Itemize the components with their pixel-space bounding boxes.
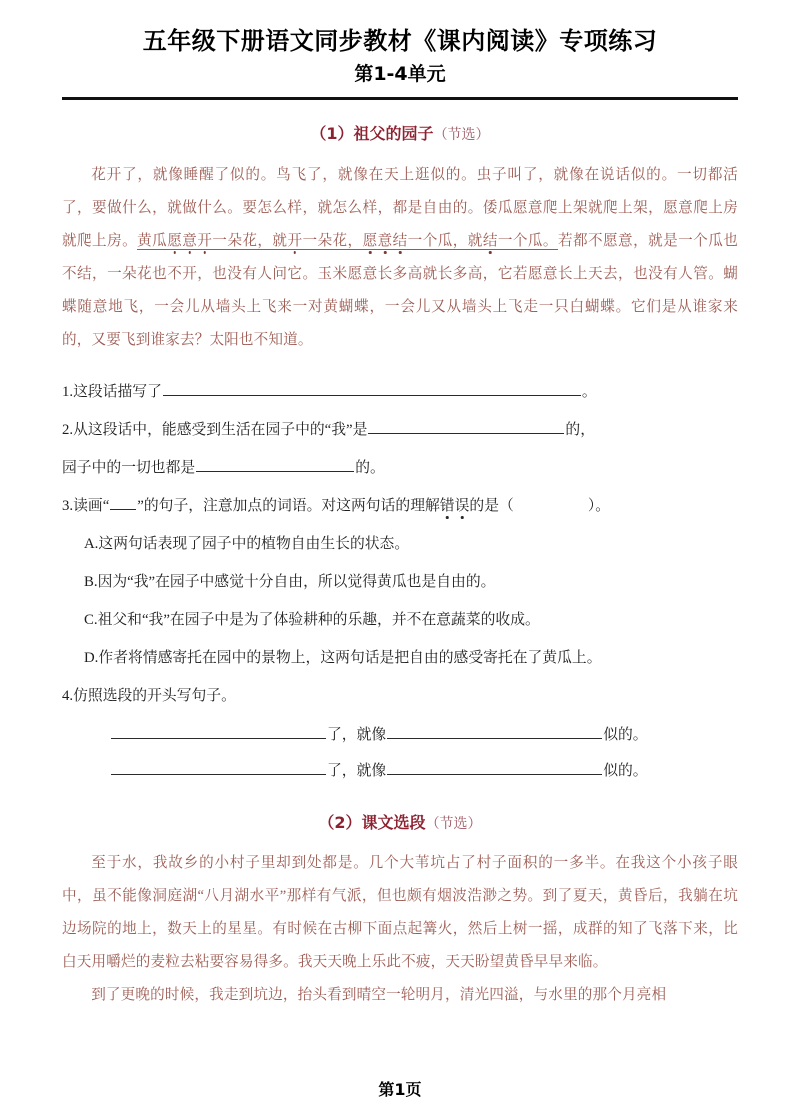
question-3 (62, 487, 738, 525)
option-d-label: D. (84, 649, 99, 666)
question-3-dotted-char-1: 错 (439, 497, 455, 514)
emph-dot-char: 意 (182, 232, 198, 249)
section-2-subtitle: （节选） (425, 816, 482, 832)
emph-dot-char: 开 (287, 232, 303, 249)
emph-dot-char: 意 (377, 232, 393, 249)
passage-2-paragraph-1: 至于水，我故乡的小村子里却到处都是。几个大苇坑占了村子面积的一多半。在我这个小孩子眼中，虽不能像洞庭湖“八月湖水平”那样有气派，但也颇有烟波浩渺之势。到了夏天，黄昏后，我躺在坑边场院的地上，数天上的星星。有时候在古柳下面点起篝火，然后上树一摇，成群的知了飞落下来，比白天用嚼烂的麦粒去粘要容易得多。我天天晚上乐此不疲，天天盼望黄昏早早来临。 (62, 855, 738, 971)
question-3-dotted-char-2: 误 (454, 497, 470, 514)
q4-row2-end: 似的。 (603, 762, 648, 779)
question-4-fill-row-1 (62, 717, 738, 753)
question-4-fill-area (62, 717, 738, 789)
section-heading-1 (62, 124, 738, 146)
question-3-text-after: 的是（ (469, 497, 514, 514)
page-number: 第1页 (378, 1080, 422, 1099)
question-4-text: 仿照选段的开头写句子。 (73, 687, 236, 704)
question-1-number: 1. (62, 383, 74, 400)
option-a-label: A. (84, 535, 99, 552)
q4-row1-mid: 了，就像 (327, 726, 387, 743)
section-heading-2 (62, 813, 738, 835)
question-2 (62, 411, 738, 449)
page-title: 五年级下册语文同步教材《课内阅读》专项练习 (142, 27, 658, 55)
q4-row2-blank-2[interactable] (387, 758, 602, 775)
questions-list-1 (62, 373, 738, 789)
passage-1-body (62, 159, 738, 357)
emph-text: 一朵花， (302, 232, 363, 249)
header-divider (62, 97, 738, 100)
question-4 (62, 677, 738, 715)
question-3-number: 3. (62, 497, 74, 514)
page-subtitle: 第1-4单元 (354, 63, 446, 85)
section-1-title: （1）祖父的园子 (310, 123, 434, 143)
option-c-text: 祖父和“我”在园子中是为了体验耕种的乐趣，并不在意蔬菜的收成。 (97, 611, 540, 628)
section-2-title: （2）课文选段 (318, 812, 426, 832)
question-2-continuation (62, 449, 738, 487)
question-3-option-c[interactable] (62, 601, 738, 639)
question-1-answer-blank[interactable] (163, 379, 581, 396)
emph-dot-char: 结 (392, 232, 408, 249)
question-3-option-d[interactable] (62, 639, 738, 677)
passage-1-emphasis (137, 233, 558, 250)
passage-1 (62, 159, 738, 357)
emph-text: 一个瓜，就 (407, 232, 483, 249)
q4-row2-blank-1[interactable] (111, 758, 326, 775)
question-2-answer-blank-1[interactable] (368, 417, 564, 434)
option-b-text: 因为“我”在园子中感觉十分自由，所以觉得黄瓜也是自由的。 (97, 573, 496, 590)
question-4-number: 4. (62, 687, 74, 704)
emph-text: 一个瓜。 (497, 232, 558, 249)
emph-dot-char: 结 (482, 232, 498, 249)
question-3-text-end: ）。 (587, 497, 611, 514)
passage-2-paragraph-2: 到了更晚的时候，我走到坑边，抬头看到晴空一轮明月，清光四溢，与水里的那个月亮相 (91, 987, 667, 1004)
q4-row1-blank-2[interactable] (387, 722, 602, 739)
page-footer (0, 1077, 800, 1100)
emph-dot-char: 开 (197, 232, 213, 249)
option-d-text: 作者将情感寄托在园中的景物上，这两句话是把自由的感受寄托在了黄瓜上。 (98, 649, 602, 666)
emph-dot-char: 愿 (167, 232, 183, 249)
emph-dot-char: 愿 (362, 232, 378, 249)
option-c-label: C. (84, 611, 98, 628)
question-3-inline-blank (110, 493, 136, 510)
question-3-option-b[interactable] (62, 563, 738, 601)
question-1-text: 这段话描写了 (73, 383, 162, 400)
option-b-label: B. (84, 573, 98, 590)
q4-row1-blank-1[interactable] (111, 722, 326, 739)
option-a-text: 这两句话表现了园子中的植物自由生长的状态。 (98, 535, 410, 552)
question-2-number: 2. (62, 421, 74, 438)
q4-row2-mid: 了，就像 (327, 762, 387, 779)
emph-text: 一朵花，就 (212, 232, 288, 249)
question-2-sub-suffix: 的。 (355, 459, 385, 476)
question-2-text: 从这段话中，能感受到生活在园子中的“我”是 (73, 421, 368, 438)
passage-2 (62, 847, 738, 1012)
question-1 (62, 373, 738, 411)
question-3-text-before: 读画“ (73, 497, 110, 514)
section-1-subtitle: （节选） (433, 127, 490, 143)
passage-1-part-b: 若都不愿意，就是一个瓜也不结，一朵花也不开，也没有人问它。玉米愿意长多高就长多高，它若愿意长上天去，也没有人管。蝴蝶随意地飞，一会儿从墙头上飞来一对黄蝴蝶，一会儿又从墙头上飞走一只白蝴蝶。它们是从谁家来的，又要飞到谁家去？太阳也不知道。 (62, 232, 738, 348)
question-2-sub-text: 园子中的一切也都是 (62, 459, 196, 476)
question-3-text-mid: ”的句子，注意加点的词语。对这两句话的理解 (137, 497, 440, 514)
emph-text: 黄瓜 (137, 232, 168, 249)
passage-1-part-a: 花开了，就像睡醒了似的。鸟飞了，就像在天上逛似的。虫子叫了，就像在说话似的。一切都活了，要做什么，就做什么。要怎么样，就怎么样，都是自由的。倭瓜愿意爬上架就爬上架，愿意爬上房就爬上房。 (62, 166, 738, 249)
question-2-answer-blank-2[interactable] (196, 455, 354, 472)
question-2-suffix: 的， (565, 421, 595, 438)
question-1-period: 。 (581, 383, 597, 400)
question-4-fill-row-2 (62, 753, 738, 789)
question-3-option-a[interactable] (62, 525, 738, 563)
q4-row1-end: 似的。 (603, 726, 648, 743)
